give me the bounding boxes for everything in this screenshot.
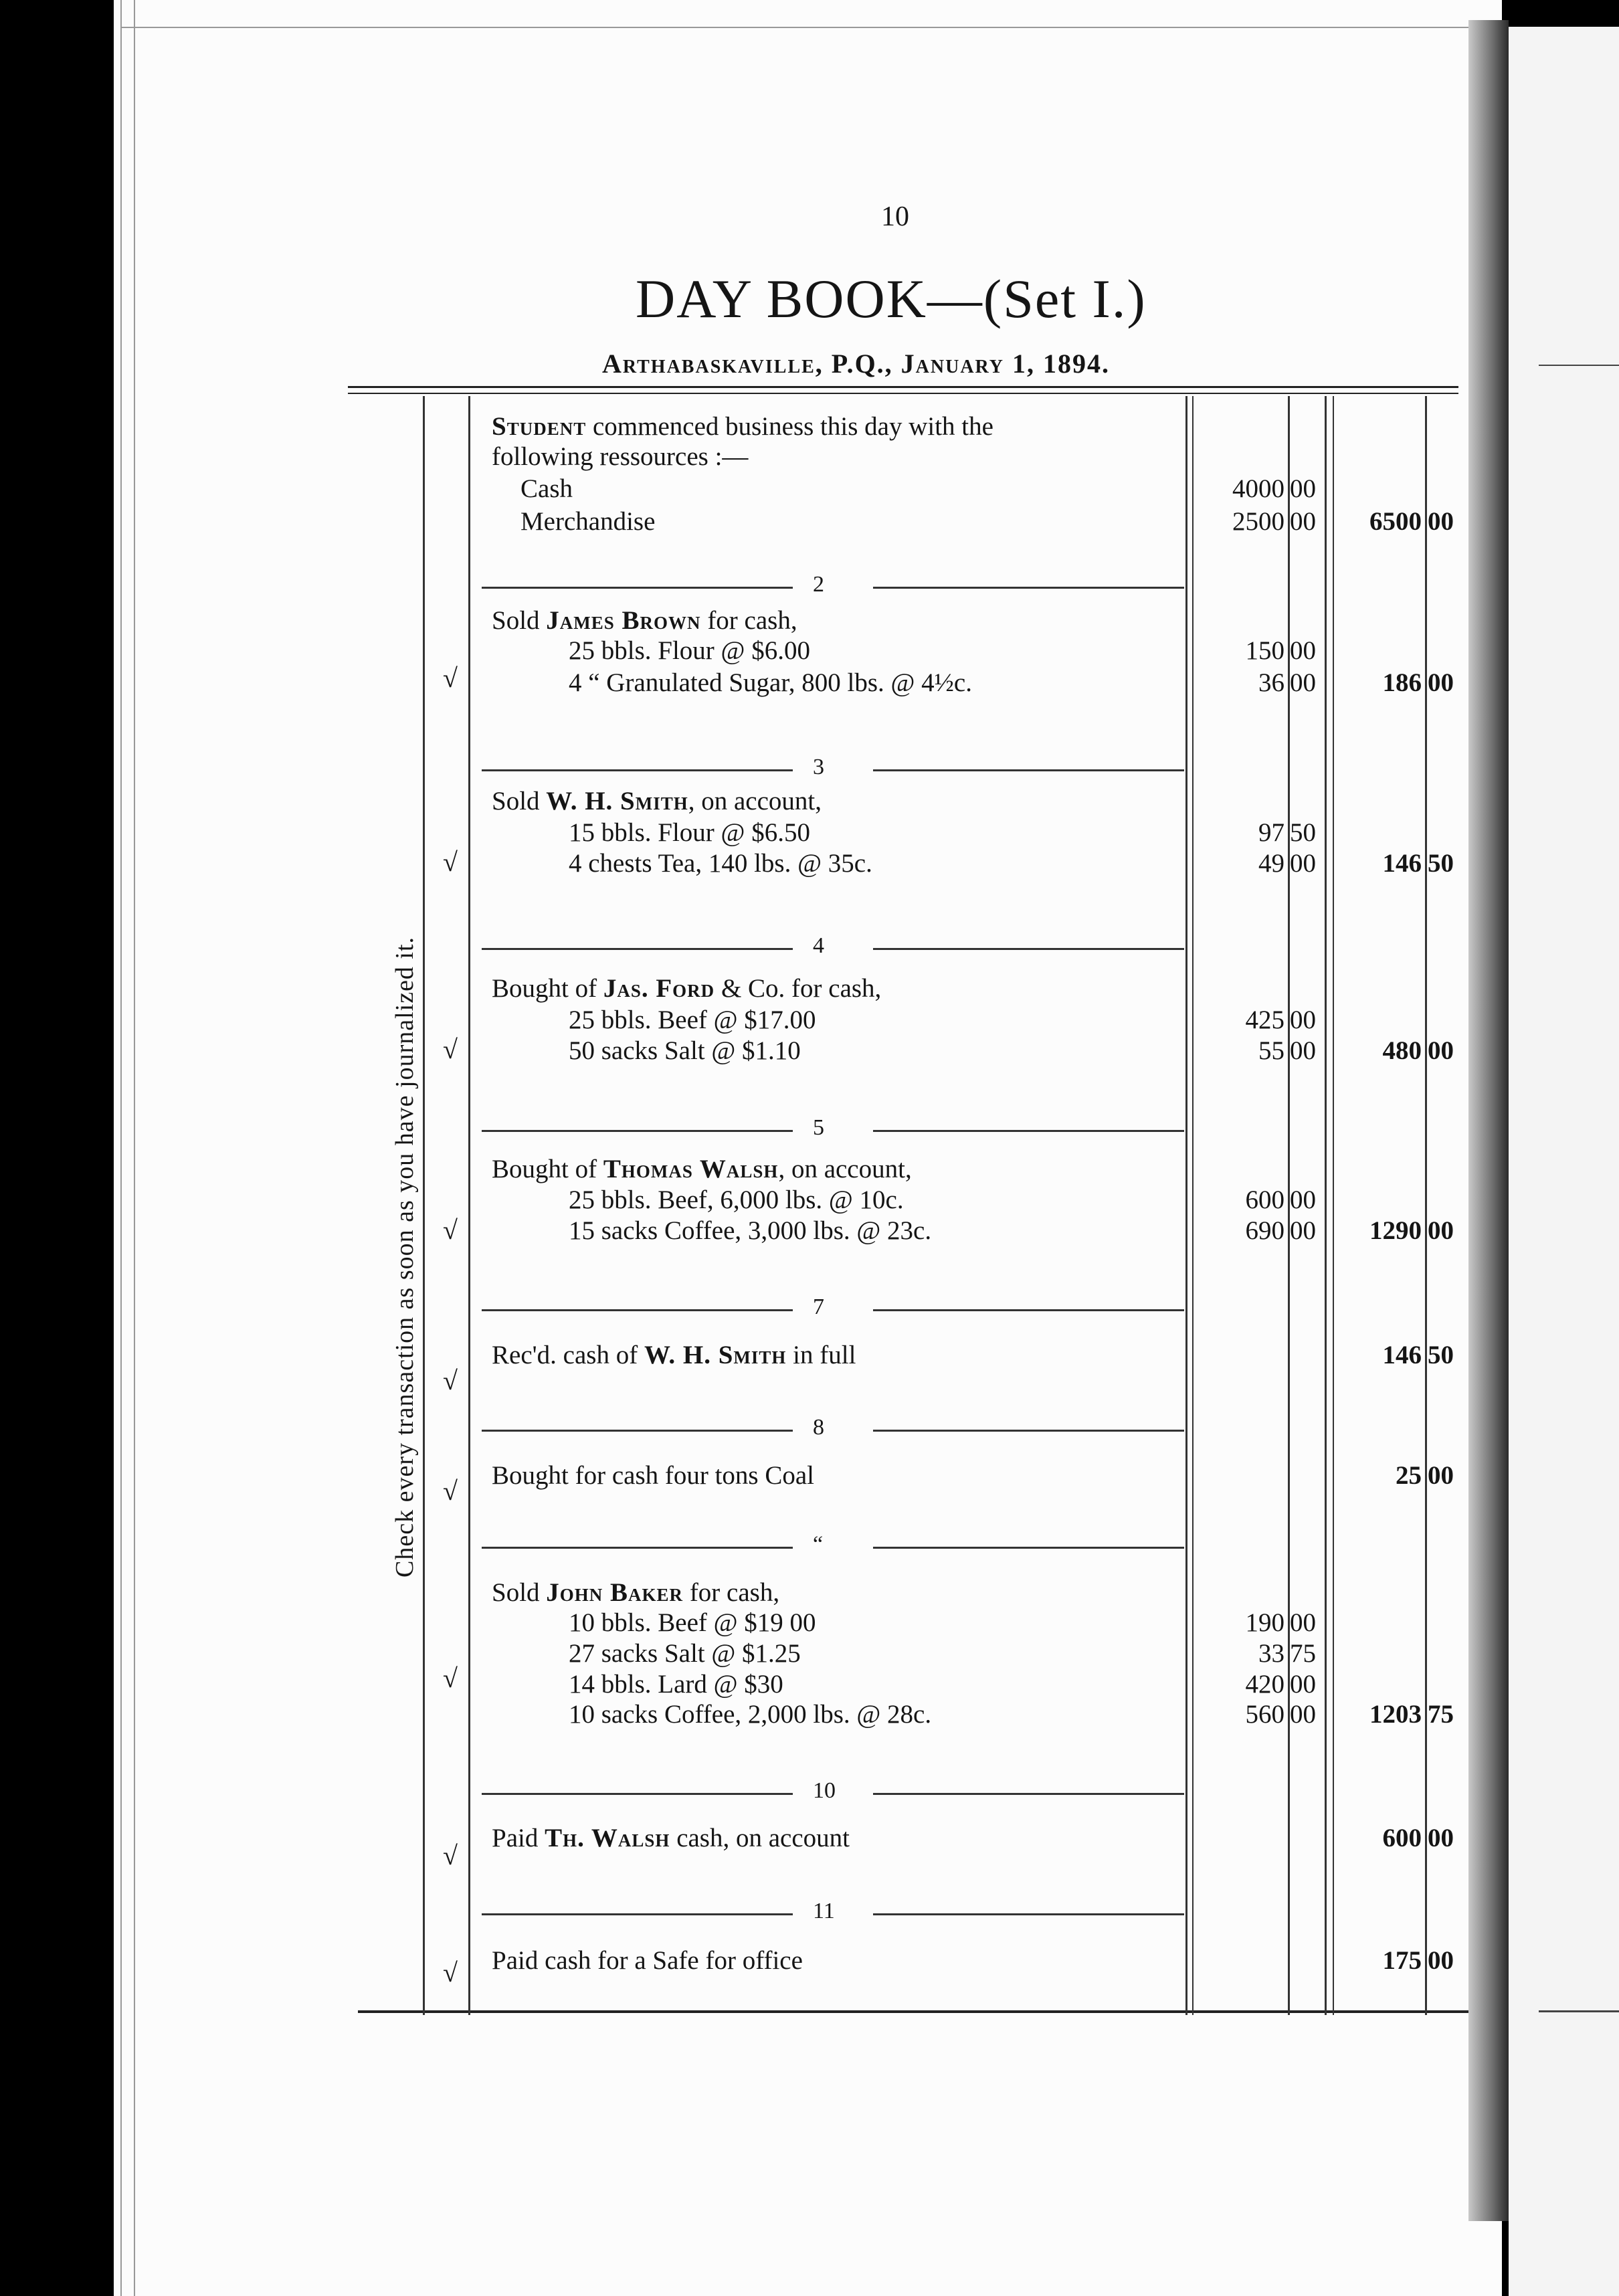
total-cents: 00 [1428, 1824, 1454, 1852]
entry-line [520, 506, 655, 537]
ledger-page [114, 0, 1502, 2296]
date-rule-left [482, 1913, 793, 1915]
date-rule-left [482, 1430, 793, 1432]
entry-line [492, 1460, 814, 1491]
date-rule-left [482, 1130, 793, 1132]
total-cents: 00 [1428, 507, 1454, 536]
account-name: James Brown [546, 606, 701, 635]
date-rule-right [873, 948, 1184, 950]
detail-amount: 33 [1258, 1639, 1284, 1668]
col-rule-total-left2 [1333, 396, 1334, 2015]
entry-prefix: Paid [492, 1824, 545, 1852]
detail-cents: 00 [1290, 1036, 1316, 1065]
detail-cents: 00 [1290, 474, 1316, 503]
page-border-left-inner [134, 0, 135, 2296]
total-amount: 1203 [1369, 1700, 1422, 1729]
detail-amount: 690 [1245, 1216, 1284, 1245]
total-cents: 50 [1428, 849, 1454, 878]
entry-description: 10 sacks Coffee, 2,000 lbs. @ 28c. [569, 1700, 932, 1729]
entry-date: 10 [813, 1778, 836, 1803]
date-rule-left [482, 1793, 793, 1795]
entry-description: 15 bbls. Flour @ $6.50 [569, 818, 810, 847]
col-rule-detail-left2 [1192, 396, 1194, 2015]
detail-amount: 4000 [1232, 474, 1284, 503]
page-border-left [120, 0, 122, 2296]
entry-line [492, 442, 748, 472]
date-rule-right [873, 1913, 1184, 1915]
footer-rule [358, 2010, 1468, 2013]
date-rule-left [482, 948, 793, 950]
entry-description: Paid cash for a Safe for office [492, 1946, 803, 1975]
entry-description: 50 sacks Salt @ $1.10 [569, 1036, 801, 1065]
entry-line [492, 786, 822, 816]
entry-description: 25 bbls. Beef @ $17.00 [569, 1006, 816, 1034]
account-name: Th. Walsh [545, 1824, 670, 1852]
check-mark: √ [443, 1957, 458, 1988]
header-rule-bottom [348, 393, 1458, 394]
check-mark: √ [443, 1034, 458, 1064]
entry-line [492, 973, 881, 1003]
total-cents: 00 [1428, 1461, 1454, 1490]
entry-description: commenced business this day with the [586, 412, 993, 441]
detail-amount: 150 [1245, 636, 1284, 665]
check-mark: √ [443, 1215, 458, 1245]
page-border-top [120, 27, 1492, 28]
entry-date: “ [813, 1532, 824, 1557]
total-amount: 175 [1382, 1946, 1422, 1975]
entry-description: Merchandise [520, 507, 656, 536]
page-subtitle: Arthabaskaville, P.Q., January 1, 1894. [602, 349, 1111, 379]
total-amount: 1290 [1369, 1216, 1422, 1245]
entry-line [569, 848, 872, 878]
entry-date: 2 [813, 572, 824, 597]
detail-amount: 190 [1245, 1608, 1284, 1637]
entry-line [569, 1608, 816, 1638]
page-title: DAY BOOK—(Set I.) [636, 268, 1147, 329]
entry-line [520, 474, 573, 504]
entry-description: following ressources :— [492, 442, 749, 471]
account-name: Jas. Ford [603, 974, 715, 1003]
entry-line [569, 1036, 801, 1066]
check-mark: √ [443, 663, 458, 693]
date-rule-right [873, 1793, 1184, 1795]
detail-cents: 00 [1290, 507, 1316, 536]
entry-prefix: Sold [492, 606, 547, 635]
account-name: John Baker [546, 1578, 684, 1607]
total-amount: 480 [1382, 1036, 1422, 1065]
entry-description: 25 bbls. Beef, 6,000 lbs. @ 10c. [569, 1185, 904, 1214]
entry-description: , on account, [778, 1155, 912, 1183]
entry-description: in full [786, 1341, 856, 1369]
entry-description: Bought for cash four tons Coal [492, 1461, 815, 1490]
entry-line [569, 1216, 931, 1246]
entry-description: cash, on account [670, 1824, 850, 1852]
entry-prefix: Bought of [492, 974, 603, 1003]
entry-date: 4 [813, 933, 824, 958]
next-page-strip [1509, 27, 1619, 2296]
total-cents: 75 [1428, 1700, 1454, 1729]
entry-line [569, 1638, 801, 1668]
total-cents: 00 [1428, 668, 1454, 697]
check-mark: √ [443, 1663, 458, 1693]
entry-line [569, 818, 810, 848]
entry-date: 3 [813, 755, 824, 779]
entry-line [569, 668, 972, 698]
entry-date: 5 [813, 1115, 824, 1140]
entry-prefix: Sold [492, 787, 547, 816]
entry-description: & Co. for cash, [715, 974, 882, 1003]
detail-cents: 00 [1290, 1216, 1316, 1245]
date-rule-right [873, 1430, 1184, 1432]
total-amount: 25 [1396, 1461, 1422, 1490]
entry-line [492, 1340, 856, 1370]
date-rule-left [482, 1309, 793, 1311]
entry-description: 15 sacks Coffee, 3,000 lbs. @ 23c. [569, 1216, 932, 1245]
page-edge-shadow [1468, 20, 1509, 2221]
entry-line [569, 1005, 816, 1035]
check-mark: √ [443, 1365, 458, 1396]
total-cents: 00 [1428, 1036, 1454, 1065]
detail-amount: 49 [1258, 849, 1284, 878]
entry-line [569, 636, 810, 666]
total-amount: 146 [1382, 1341, 1422, 1369]
entry-description: 25 bbls. Flour @ $6.00 [569, 636, 810, 665]
total-cents: 00 [1428, 1946, 1454, 1975]
account-name: Student [492, 412, 587, 441]
entry-line [492, 1945, 803, 1976]
entry-line [492, 411, 993, 442]
col-rule-total-cents [1425, 396, 1427, 2015]
detail-amount: 97 [1258, 818, 1284, 847]
total-cents: 00 [1428, 1216, 1454, 1245]
entry-description: Cash [520, 474, 573, 503]
detail-cents: 75 [1290, 1639, 1316, 1668]
header-rule-top [348, 386, 1458, 388]
page-number: 10 [881, 201, 909, 232]
entry-line [569, 1669, 783, 1699]
next-page-rule-bottom [1539, 2010, 1619, 2012]
col-rule-total-left [1325, 396, 1327, 2015]
account-name: W. H. Smith [644, 1341, 787, 1369]
total-amount: 600 [1382, 1824, 1422, 1852]
detail-amount: 425 [1245, 1006, 1284, 1034]
total-amount: 6500 [1369, 507, 1422, 536]
entry-prefix: Bought of [492, 1155, 603, 1183]
total-cents: 50 [1428, 1341, 1454, 1369]
detail-amount: 55 [1258, 1036, 1284, 1065]
entry-description: 4 “ Granulated Sugar, 800 lbs. @ 4½c. [569, 668, 972, 697]
check-mark: √ [443, 1476, 458, 1506]
total-amount: 146 [1382, 849, 1422, 878]
total-amount: 186 [1382, 668, 1422, 697]
detail-amount: 2500 [1232, 507, 1284, 536]
date-rule-left [482, 587, 793, 589]
detail-amount: 36 [1258, 668, 1284, 697]
entry-description: for cash, [683, 1578, 780, 1607]
date-rule-right [873, 587, 1184, 589]
detail-amount: 560 [1245, 1700, 1284, 1729]
detail-cents: 00 [1290, 1700, 1316, 1729]
account-name: W. H. Smith [546, 787, 688, 816]
entry-description: 14 bbls. Lard @ $30 [569, 1670, 783, 1699]
account-name: Thomas Walsh [603, 1155, 779, 1183]
entry-description: 10 bbls. Beef @ $19 00 [569, 1608, 816, 1637]
entry-description: for cash, [700, 606, 797, 635]
entry-description: 4 chests Tea, 140 lbs. @ 35c. [569, 849, 872, 878]
date-rule-right [873, 1130, 1184, 1132]
entry-line [569, 1699, 931, 1729]
detail-amount: 420 [1245, 1670, 1284, 1699]
date-rule-left [482, 769, 793, 771]
detail-cents: 00 [1290, 1608, 1316, 1637]
entry-prefix: Rec'd. cash of [492, 1341, 644, 1369]
date-rule-right [873, 1547, 1184, 1549]
entry-line [492, 1823, 850, 1853]
date-rule-left [482, 1547, 793, 1549]
entry-line [492, 1577, 779, 1608]
detail-cents: 00 [1290, 1185, 1316, 1214]
check-mark: √ [443, 847, 458, 877]
entry-line [492, 605, 797, 636]
col-rule-detail-left [1185, 396, 1187, 2015]
detail-cents: 00 [1290, 849, 1316, 878]
entry-prefix: Sold [492, 1578, 547, 1607]
date-rule-right [873, 769, 1184, 771]
col-rule-check-left [423, 396, 425, 2015]
entry-description: 27 sacks Salt @ $1.25 [569, 1639, 801, 1668]
entry-date: 7 [813, 1295, 824, 1319]
entry-description: , on account, [688, 787, 822, 816]
detail-amount: 600 [1245, 1185, 1284, 1214]
entry-line [492, 1154, 912, 1184]
detail-cents: 00 [1290, 668, 1316, 697]
detail-cents: 00 [1290, 1670, 1316, 1699]
detail-cents: 00 [1290, 636, 1316, 665]
col-rule-check-right [468, 396, 470, 2015]
next-page-rule [1539, 365, 1619, 366]
entry-line [569, 1185, 904, 1215]
date-rule-right [873, 1309, 1184, 1311]
check-mark: √ [443, 1840, 458, 1871]
entry-date: 11 [813, 1899, 835, 1923]
side-note: Check every transaction as soon as you have journalized it. [391, 936, 419, 1577]
detail-cents: 50 [1290, 818, 1316, 847]
detail-cents: 00 [1290, 1006, 1316, 1034]
entry-date: 8 [813, 1415, 824, 1440]
